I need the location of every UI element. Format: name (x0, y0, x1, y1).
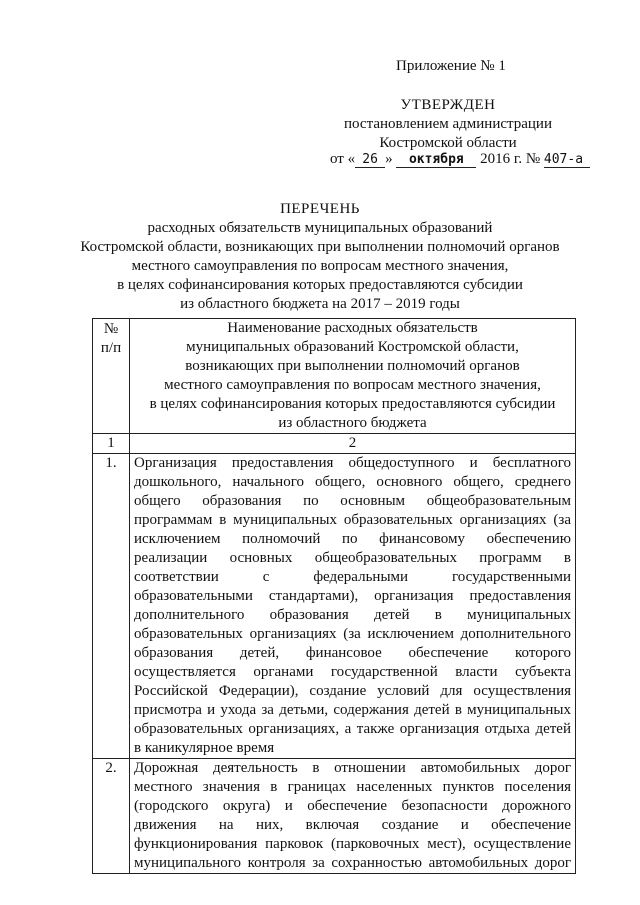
row-text (130, 759, 576, 874)
header-num-line: № (103, 321, 119, 337)
approval-heading: УТВЕРЖДЕН (400, 97, 496, 113)
row-text-line: образовательных организациях, а также организация отдыха детей (134, 721, 571, 737)
row-text-line: в каникулярное время (134, 740, 275, 756)
row-text-line: образовательных организациях (за исключением дополнительного (134, 626, 571, 642)
row-text (130, 454, 576, 759)
header-num-cell (93, 319, 130, 434)
appendix-label: Приложение № 1 (396, 58, 506, 74)
index-cell-2: 2 (130, 434, 576, 454)
header-name-line: в целях софинансирования которых предоставляются субсидии (149, 396, 556, 412)
row-text-line: дополнительного образования детей в муниципальных (134, 607, 571, 623)
date-month: октября (396, 153, 476, 168)
header-name-line: муниципальных образований Костромской области, (186, 339, 519, 355)
date-prefix: от « (330, 151, 356, 167)
title-line: расходных обязательств муниципальных образований (147, 220, 493, 236)
row-text-line: общего образования по основным общеобразовательным (134, 493, 571, 509)
date-mid: » (385, 151, 393, 167)
date-day: 26 (355, 153, 385, 168)
approval-line-1: постановлением администрации (344, 116, 552, 132)
title-line: Костромской области, возникающих при выполнении полномочий органов (80, 239, 560, 255)
table-header-row (93, 319, 576, 434)
index-cell-1: 1 (93, 434, 130, 454)
table-row (93, 759, 576, 874)
header-name-line: Наименование расходных обязательств (227, 320, 478, 336)
title-line: в целях софинансирования которых предоставляются субсидии (117, 277, 523, 293)
document-number: 407-а (544, 153, 590, 168)
row-text-line: образования детей, финансовое обеспечение которого (134, 645, 571, 661)
row-text-line: Российской Федерации), создание условий для осуществления (134, 683, 571, 699)
row-text-line: Дорожная деятельность в отношении автомобильных дорог (134, 760, 571, 776)
approval-block (318, 96, 578, 153)
obligations-table (92, 318, 576, 874)
row-text-line: функционирования парковок (парковочных мест), осуществление (134, 836, 571, 852)
date-year: 2016 г. № (480, 151, 541, 167)
row-text-line: исключением полномочий по финансовому обеспечению (134, 531, 571, 547)
table-row (93, 454, 576, 759)
header-name-line: возникающих при выполнении полномочий органов (185, 358, 520, 374)
row-text-line: образовательными стандартами), организация предоставления (134, 588, 571, 604)
header-num-line: п/п (100, 340, 122, 356)
title-heading: ПЕРЕЧЕНЬ (280, 201, 360, 217)
title-line: местного самоуправления по вопросам местного значения, (131, 258, 509, 274)
row-text-line: муниципального контроля за сохранностью автомобильных дорог (134, 855, 571, 871)
header-name-line: из областного бюджета (278, 415, 427, 431)
document-title (60, 200, 580, 314)
row-text-line: присмотра и ухода за детьми, содержания детей в муниципальных (134, 702, 571, 718)
row-text-line: (городского округа) и обеспечение безопасности дорожного (134, 798, 571, 814)
row-text-line: местного значения в границах населенных пунктов поселения (134, 779, 571, 795)
approval-line-2: Костромской области (379, 135, 517, 151)
row-number: 2. (93, 759, 130, 874)
title-line: из областного бюджета на 2017 – 2019 годы (180, 296, 460, 312)
table-index-row (93, 434, 576, 454)
row-text-line: Организация предоставления общедоступного и бесплатного (134, 455, 571, 471)
row-text-line: движения на них, включая создание и обеспечение (134, 817, 571, 833)
header-name-cell (130, 319, 576, 434)
row-text-line: реализации основных общеобразовательных программ в (134, 550, 571, 566)
row-text-line: программам в муниципальных образовательных организациях (за (134, 512, 571, 528)
approval-date-line (330, 150, 590, 168)
row-text-line: осуществляется органами государственной власти субъекта (134, 664, 571, 680)
row-number: 1. (93, 454, 130, 759)
row-text-line: дошкольного, начального общего, основного общего, среднего (134, 474, 571, 490)
row-text-line: соответствии с федеральными государственными (134, 569, 571, 585)
header-name-line: местного самоуправления по вопросам местного значения, (164, 377, 541, 393)
